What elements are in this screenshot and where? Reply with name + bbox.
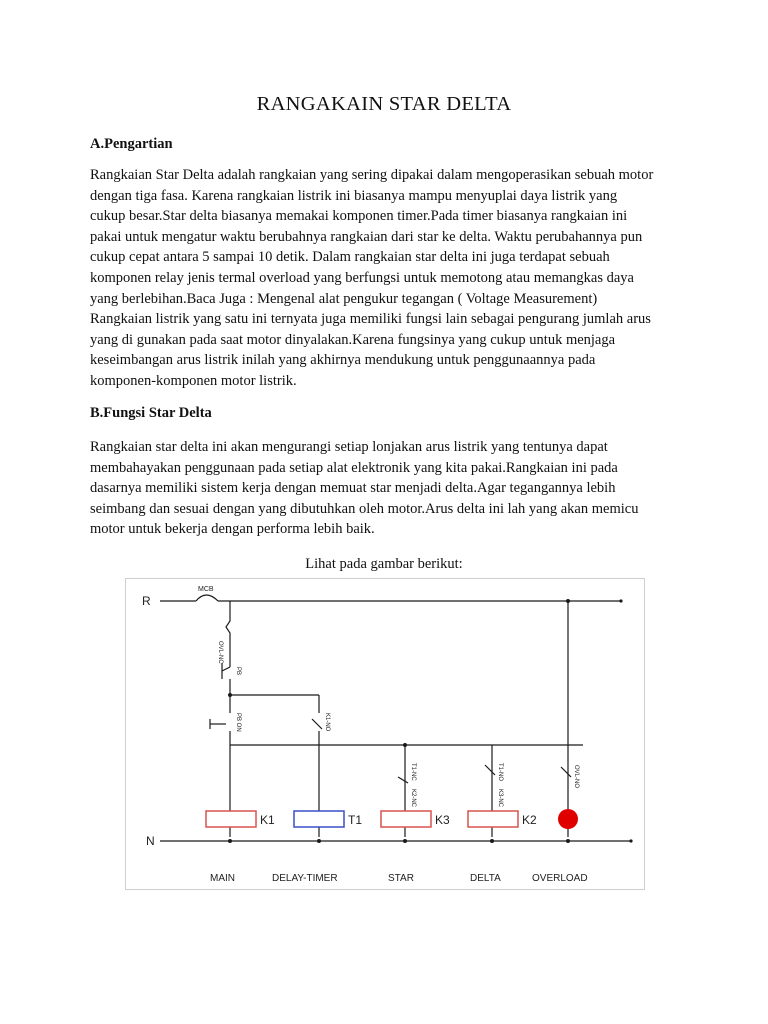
coil-label-k1: K1 bbox=[260, 813, 275, 827]
coil-label-k2: K2 bbox=[522, 813, 537, 827]
contact-t1-no: T1-NO bbox=[497, 763, 503, 781]
label-delay-timer: DELAY-TIMER bbox=[272, 873, 338, 884]
paragraph-line: cukup cepat antara 5 sampai 10 detik. Dalam rangkaian star delta ini juga terdapat sebuah bbox=[90, 249, 610, 266]
contact-t1-nc: T1-NC bbox=[410, 763, 416, 781]
line-n-label: N bbox=[146, 834, 155, 848]
label-overload: OVERLOAD bbox=[532, 873, 588, 884]
wires bbox=[160, 595, 631, 841]
paragraph-line: komponen relay jenis termal overload yang berfungsi untuk memotong atau memangkas daya bbox=[90, 269, 634, 286]
overload-lamp bbox=[558, 809, 578, 829]
label-main: MAIN bbox=[210, 873, 235, 884]
section-a-paragraph bbox=[90, 165, 690, 392]
section-a-heading: A.Pengartian bbox=[90, 136, 173, 152]
coil-t1 bbox=[294, 811, 344, 827]
contact-k2-nc: K2-NC bbox=[410, 789, 416, 808]
paragraph-line: cukup besar.Star delta biasanya memakai komponen timer.Pada timer biasanya rangkaian ini bbox=[90, 208, 628, 225]
paragraph-line: seimbang dan sesuai dengan yang dibutuhkan oleh motor.Arus delta ini lah yang akan memicu bbox=[90, 500, 639, 517]
document-title: RANGAKAIN STAR DELTA bbox=[256, 93, 512, 115]
figure-caption: Lihat pada gambar berikut: bbox=[305, 556, 463, 572]
label-star: STAR bbox=[388, 873, 414, 884]
contact-ovl-nc: OVL-NC bbox=[217, 641, 223, 664]
junctions bbox=[228, 599, 633, 843]
paragraph-line: Rangkaian listrik yang satu ini ternyata juga memiliki fungsi lain sebagai pengurang jumlah arus bbox=[90, 311, 651, 328]
coil-label-t1: T1 bbox=[348, 813, 363, 827]
paragraph-line: keseimbangan arus listrik inilah yang akhirnya mendukung untuk penggunaannya pada bbox=[90, 352, 596, 369]
circuit-svg bbox=[126, 579, 646, 891]
paragraph-line: pakai untuk mengatur waktu berubahnya rangkaian dari star ke delta. Waktu perubahannya pun bbox=[90, 228, 643, 245]
contact-k3-nc: K3-NC bbox=[497, 789, 503, 808]
paragraph-line: Rangkaian star delta ini akan mengurangi setiap lonjakan arus listrik yang tentunya dapat bbox=[90, 439, 608, 455]
star-delta-circuit-diagram bbox=[125, 578, 645, 890]
paragraph-line: komponen-komponen motor listrik. bbox=[90, 372, 297, 389]
section-b-paragraph bbox=[90, 437, 690, 540]
paragraph-line: dengan tiga fasa. Karena rangkaian listrik ini biasanya mampu menyuplai daya listrik yang bbox=[90, 187, 618, 204]
contact-k1-no: K1-NO bbox=[324, 713, 330, 732]
paragraph-line: yang berlebihan.Baca Juga : Mengenal alat pengukur tegangan ( Voltage Measurement) bbox=[90, 290, 598, 307]
label-delta: DELTA bbox=[470, 873, 501, 884]
line-r-label: R bbox=[142, 594, 151, 608]
contact-ovl-no: OVL-NO bbox=[573, 765, 579, 789]
paragraph-line: membahayakan penggunaan pada setiap alat elektronik yang kita pakai.Rangkaian ini pada bbox=[90, 459, 618, 476]
coil-k1 bbox=[206, 811, 256, 827]
paragraph-line: Rangkaian Star Delta adalah rangkaian yang sering dipakai dalam mengoperasikan sebuah motor bbox=[90, 167, 654, 183]
paragraph-line: dasarnya memiliki sistem kerja dengan memuat star menjadi delta.Agar tegangannya lebih bbox=[90, 480, 616, 497]
contact-pb-off: PB bbox=[235, 667, 241, 676]
mcb-label: MCB bbox=[198, 586, 214, 593]
coil-k3 bbox=[381, 811, 431, 827]
coil-k2 bbox=[468, 811, 518, 827]
paragraph-line: motor untuk bekerja dengan performa lebih baik. bbox=[90, 521, 375, 538]
contact-pb-on: PB ON bbox=[235, 713, 241, 732]
paragraph-line: yang di gunakan pada saat motor dinyalakan.Karena fungsinya yang cukup untuk menjaga bbox=[90, 331, 616, 348]
section-b-heading: B.Fungsi Star Delta bbox=[90, 405, 212, 421]
coil-label-k3: K3 bbox=[435, 813, 450, 827]
